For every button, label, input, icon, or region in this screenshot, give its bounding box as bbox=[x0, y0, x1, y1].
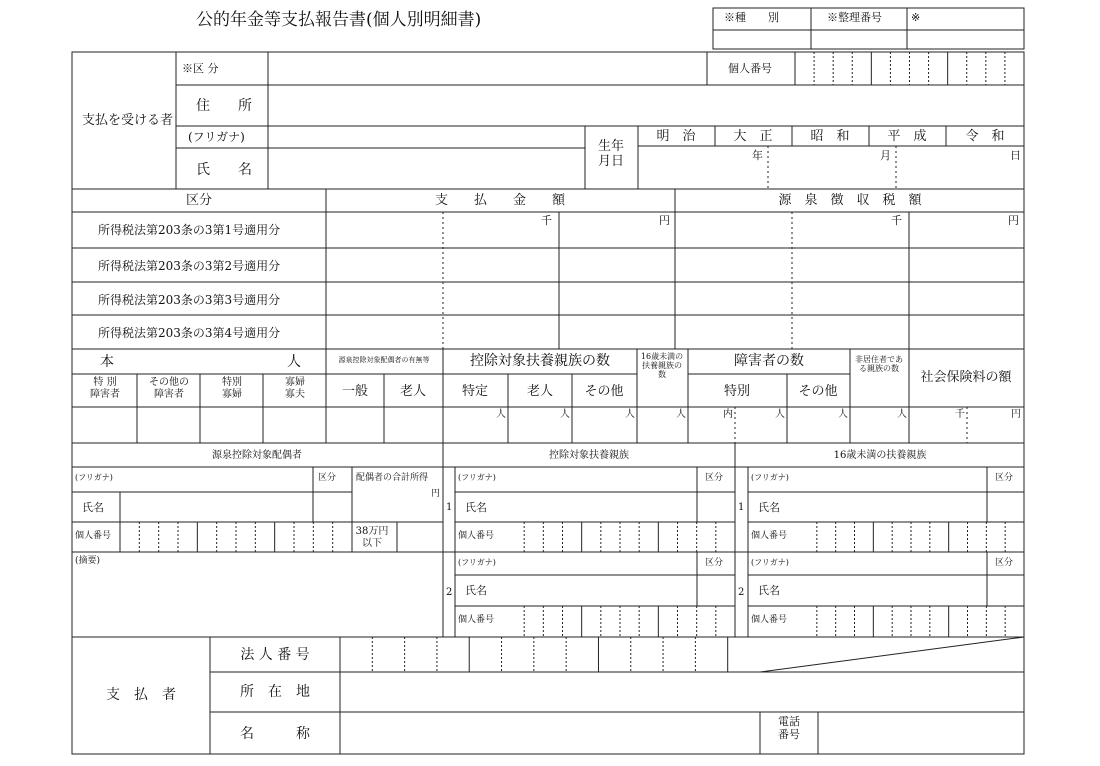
extra-label: ※ bbox=[911, 11, 921, 24]
form-title: 公的年金等支払報告書(個人別明細書) bbox=[196, 10, 482, 30]
dep-sonota-label: その他 bbox=[584, 384, 624, 399]
tax-field[interactable] bbox=[676, 316, 1022, 348]
furigana-field[interactable] bbox=[269, 127, 584, 147]
unit-uchi: 内 bbox=[723, 409, 733, 420]
kubun-field[interactable] bbox=[269, 53, 706, 84]
under16-1-name-field[interactable] bbox=[798, 493, 985, 521]
era-showa[interactable]: 昭 和 bbox=[810, 129, 850, 144]
under16-2-furigana-label: (フリガナ) bbox=[751, 558, 789, 567]
under16-2-name-label: 氏名 bbox=[758, 584, 780, 597]
location-label: 所 在 地 bbox=[240, 684, 310, 700]
remarks-field[interactable] bbox=[73, 568, 442, 636]
dependent-2-furigana-field[interactable] bbox=[505, 553, 695, 574]
recipient-section-label: 支払を受ける者 bbox=[82, 113, 174, 128]
dependent-2-furigana-label: (フリガナ) bbox=[458, 558, 496, 567]
spouse-name-field[interactable] bbox=[121, 493, 312, 521]
location-field[interactable] bbox=[341, 673, 1023, 711]
spouse-income-label: 配偶者の合計所得 bbox=[356, 473, 429, 483]
spouse-kubun-label: 区分 bbox=[318, 473, 337, 483]
dependent-1-furigana-field[interactable] bbox=[505, 468, 695, 491]
unit-nin-6: 人 bbox=[838, 409, 848, 420]
payer-name-field[interactable] bbox=[341, 713, 759, 753]
under16-1-name-label: 氏名 bbox=[758, 501, 780, 514]
spouse-mynumber-label: 個人番号 bbox=[75, 531, 112, 541]
unit-sen-tax: 千 bbox=[891, 214, 902, 227]
tax-field[interactable] bbox=[676, 283, 1022, 314]
payer-name-label: 名 称 bbox=[240, 726, 310, 742]
spouse-name-label: 氏名 bbox=[82, 501, 104, 514]
amount-field[interactable] bbox=[327, 213, 673, 247]
hon-label: 本 bbox=[100, 354, 114, 370]
dependent-2-kubun-label: 区分 bbox=[705, 558, 724, 568]
kafu-kafu: 寡婦 寡夫 bbox=[285, 377, 305, 400]
under16-count-label: 16歳未満の扶養親族の数 bbox=[640, 352, 684, 380]
furigana-label: (フリガナ) bbox=[188, 130, 245, 144]
unit-sen: 千 bbox=[955, 409, 965, 420]
tax-field[interactable] bbox=[676, 249, 1022, 281]
under16-1-furigana-field[interactable] bbox=[798, 468, 985, 491]
under16-1-mynumber-label: 個人番号 bbox=[751, 531, 788, 541]
nonresident-count-label: 非居住者である親族の数 bbox=[855, 355, 903, 374]
disabled-count-header: 障害者の数 bbox=[734, 353, 804, 369]
amount-field[interactable] bbox=[327, 249, 673, 281]
dependent-1-name-label: 氏名 bbox=[465, 501, 487, 514]
era-heisei[interactable]: 平 成 bbox=[887, 129, 927, 144]
name-label: 氏 名 bbox=[196, 162, 252, 178]
unit-nin-5: 人 bbox=[775, 409, 785, 420]
roujin-label: 老人 bbox=[399, 384, 427, 399]
dependent-1-number: 1 bbox=[446, 502, 453, 513]
spouse-furigana-field[interactable] bbox=[121, 468, 312, 491]
address-field[interactable] bbox=[269, 86, 1023, 125]
payer-section-label: 支 払 者 bbox=[106, 687, 176, 703]
payment-row-label: 所得税法第203条の3第1号適用分 bbox=[98, 223, 281, 237]
unit-nin-1: 人 bbox=[496, 409, 506, 420]
dependent-1-mynumber-label: 個人番号 bbox=[458, 531, 495, 541]
spouse-presence-label: 源泉控除対象配偶者の有無等 bbox=[338, 356, 430, 364]
day-unit: 日 bbox=[1010, 149, 1021, 162]
remarks-label: (摘要) bbox=[75, 556, 101, 566]
tax-field[interactable] bbox=[676, 213, 1022, 247]
unit-nin-7: 人 bbox=[897, 409, 907, 420]
seiri-field[interactable] bbox=[812, 31, 906, 48]
era-reiwa[interactable]: 令 和 bbox=[965, 129, 1005, 144]
sonota-shogaisha: その他の 障害者 bbox=[149, 377, 189, 400]
spouse-income-yen: 円 bbox=[431, 489, 441, 499]
threshold-38man[interactable]: 38万円 以下 bbox=[355, 526, 389, 549]
birthdate-field[interactable] bbox=[639, 147, 1023, 188]
shubetsu-label: ※種 別 bbox=[724, 11, 779, 24]
kubun-label: ※区 分 bbox=[182, 62, 219, 75]
unit-nin-2: 人 bbox=[560, 409, 570, 420]
corp-number-label: 法 人 番 号 bbox=[240, 647, 310, 663]
tax-header: 源 泉 徴 収 税 額 bbox=[778, 193, 922, 208]
payment-row-label: 所得税法第203条の3第2号適用分 bbox=[98, 259, 281, 273]
payment-kubun-header: 区分 bbox=[185, 193, 213, 208]
tokubetsu-kafu: 特別 寡婦 bbox=[222, 377, 242, 400]
month-unit: 月 bbox=[880, 149, 891, 162]
era-meiji[interactable]: 明 治 bbox=[656, 129, 696, 144]
dependent-1-furigana-label: (フリガナ) bbox=[458, 473, 496, 482]
ippan-label: 一般 bbox=[341, 384, 369, 399]
dependent-2-number: 2 bbox=[446, 587, 453, 598]
dependent-1-name-field[interactable] bbox=[505, 493, 695, 521]
nin-label: 人 bbox=[287, 354, 301, 370]
payment-row-label: 所得税法第203条の3第3号適用分 bbox=[98, 293, 281, 307]
dependent-2-mynumber-label: 個人番号 bbox=[458, 615, 495, 625]
dependents-header: 控除対象扶養親族 bbox=[549, 450, 629, 461]
spouse-furigana-label: (フリガナ) bbox=[75, 473, 113, 482]
amount-header: 支 払 金 額 bbox=[434, 193, 566, 208]
my-number-label: 個人番号 bbox=[728, 62, 772, 75]
amount-field[interactable] bbox=[327, 316, 673, 348]
seiri-label: ※整理番号 bbox=[827, 11, 882, 24]
spouse-header: 源泉控除対象配偶者 bbox=[212, 450, 302, 461]
dep-roujin-label: 老人 bbox=[526, 384, 554, 399]
unit-nin-4: 人 bbox=[676, 409, 686, 420]
under16-1-furigana-label: (フリガナ) bbox=[751, 473, 789, 482]
unit-yen-amount: 円 bbox=[659, 214, 670, 227]
under16-2-furigana-field[interactable] bbox=[798, 553, 985, 574]
under16-2-kubun-label: 区分 bbox=[995, 558, 1014, 568]
payment-row-label: 所得税法第203条の3第4号適用分 bbox=[98, 326, 281, 340]
name-field[interactable] bbox=[269, 149, 584, 188]
under16-1-number: 1 bbox=[738, 502, 745, 513]
unit-sen-amount: 千 bbox=[541, 214, 552, 227]
birth-label: 生年月日 bbox=[597, 139, 624, 169]
dis-tokubetsu-label: 特別 bbox=[723, 384, 751, 399]
unit-en: 円 bbox=[1011, 409, 1021, 420]
corp-number-field[interactable] bbox=[341, 638, 759, 671]
under16-1-kubun-label: 区分 bbox=[995, 473, 1014, 483]
tokutei-label: 特定 bbox=[461, 384, 489, 399]
amount-field[interactable] bbox=[327, 283, 673, 314]
under16-header: 16歳未満の扶養親族 bbox=[833, 450, 927, 461]
tel-label: 電話 番号 bbox=[778, 715, 800, 741]
tokubetsu-shogaisha: 特 別 障害者 bbox=[90, 377, 120, 400]
social-insurance-label: 社会保険料の額 bbox=[920, 370, 1012, 385]
under16-2-mynumber-label: 個人番号 bbox=[751, 615, 788, 625]
dependent-1-kubun-label: 区分 bbox=[705, 473, 724, 483]
dependent-2-name-label: 氏名 bbox=[465, 584, 487, 597]
era-taisho[interactable]: 大 正 bbox=[733, 129, 773, 144]
address-label: 住 所 bbox=[196, 98, 252, 114]
under16-2-number: 2 bbox=[738, 587, 745, 598]
unit-yen-tax: 円 bbox=[1008, 214, 1019, 227]
dependent-2-name-field[interactable] bbox=[505, 576, 695, 605]
dependents-count-header: 控除対象扶養親族の数 bbox=[470, 353, 610, 369]
year-unit: 年 bbox=[752, 149, 763, 162]
shubetsu-field[interactable] bbox=[714, 31, 810, 48]
unit-nin-3: 人 bbox=[625, 409, 635, 420]
tel-field[interactable] bbox=[819, 713, 1023, 753]
under16-2-name-field[interactable] bbox=[798, 576, 985, 605]
my-number-field[interactable] bbox=[796, 53, 1023, 84]
dis-sonota-label: その他 bbox=[798, 384, 838, 399]
